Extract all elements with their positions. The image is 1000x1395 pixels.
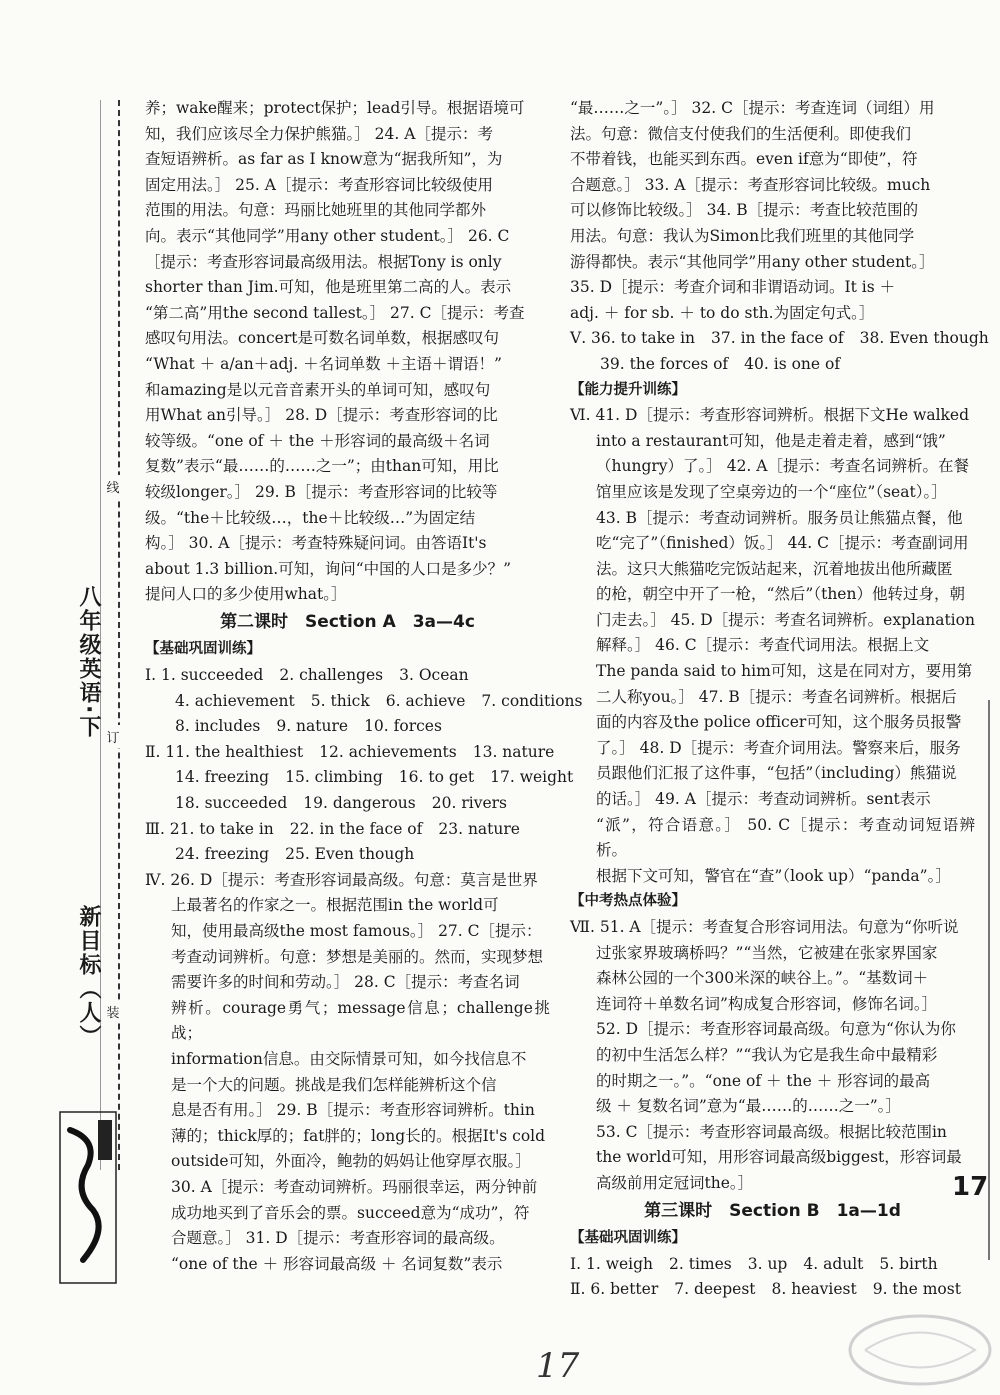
left-top-line: “What ＋ a/an＋adj. ＋名词单数 ＋主语＋谓语！” <box>145 354 502 373</box>
answer-item: 7. deepest <box>674 1280 756 1299</box>
ex5-row <box>570 326 989 352</box>
left-top-line: 固定用法。］ 25. A［提示：考查形容词比较级使用 <box>145 175 493 194</box>
ex4-line: 上最著名的作家之一。根据范围in the world可 <box>171 896 499 915</box>
ex4-line: 考查动词辨析。句意：梦想是美丽的。然而，实现梦想 <box>171 947 544 966</box>
answer-item: 25. Even though <box>285 845 415 864</box>
ex4-line: 30. A［提示：考查动词辨析。玛丽很幸运，两分钟前 <box>171 1177 538 1196</box>
answer-item: 24. freezing <box>175 845 270 864</box>
spine-mark-zhuang: 装 <box>104 1000 122 1023</box>
left-top-line: 知，我们应该尽全力保护熊猫。］ 24. A［提示：考 <box>145 124 493 143</box>
left-top-line: 提问人口的多少使用what。］ <box>145 585 347 604</box>
answer-item: 2. times <box>669 1254 732 1273</box>
ex6-line: 员跟他们汇报了这件事，“包括”（including）熊猫说 <box>596 764 957 783</box>
ex7-line: 52. D［提示：考查形容词最高级。句意为“你认为你 <box>596 1020 956 1039</box>
ex4-line: “one of the ＋ 形容词最高级 ＋ 名词复数”表示 <box>171 1254 503 1273</box>
answer-item: 17. weight <box>490 768 574 787</box>
ex6-line: 了。］ 48. D［提示：考查介词用法。警察来后，服务 <box>596 738 961 757</box>
answer-item: 5. thick <box>310 691 370 710</box>
left-top-line: “第二高”用the second tallest。］ 27. C［提示：考查 <box>145 303 525 322</box>
section-heading-lesson3: 第三课时 Section B 1a—1d <box>644 1200 901 1221</box>
right-top-line: 不带着钱，也能买到东西。even if意为“即使”，符 <box>570 150 918 169</box>
answer-item: 10. forces <box>364 717 442 736</box>
brand-logo-icon <box>58 1110 118 1285</box>
answer-item: 3. up <box>747 1254 788 1273</box>
answer-item: Ⅰ. 1. weigh <box>570 1254 653 1273</box>
ex6-line: 法。这只大熊猫吃完饭站起来，沉着地拔出他所藏匿 <box>596 559 953 578</box>
book-title: 八年级英语·下 <box>76 585 101 740</box>
ex1-row <box>145 689 583 715</box>
ex5-row <box>570 352 975 378</box>
ex4-line: 是一个大的问题。挑战是我们怎样能辨析这个信 <box>171 1075 497 1094</box>
answer-item: 23. nature <box>438 819 520 838</box>
ex4-line: 息是否有用。］ 29. B［提示：考查形容词辨析。thin <box>171 1101 535 1120</box>
answer-item: 19. dangerous <box>303 794 416 813</box>
answer-item: 14. freezing <box>175 768 270 787</box>
exercise-6-answers <box>570 403 975 889</box>
ex1-row <box>145 663 550 689</box>
answer-item: 15. climbing <box>285 768 383 787</box>
answer-item: 16. to get <box>398 768 475 787</box>
answer-item: 9. the most <box>872 1280 961 1299</box>
spine-mark-ding: 订 <box>104 725 122 748</box>
label-basic-training: 【基础巩固训练】 <box>145 641 261 658</box>
ex7-line: 过张家界玻璃桥吗？”“当然，它被建在张家界国家 <box>596 943 938 962</box>
ex3-row <box>145 817 550 843</box>
left-top-line: 感叹句用法。concert是可数名词单数，根据感叹句 <box>145 329 499 348</box>
handwritten-page-number: 17 <box>536 1346 580 1386</box>
binding-spine <box>0 0 128 1395</box>
ex1-row <box>145 714 550 740</box>
ex6-line: （hungry）了。］ 42. A［提示：考查名词辨析。在餐 <box>596 457 969 476</box>
spine-mark-xian: 线 <box>104 475 122 498</box>
left-top-line: shorter than Jim.可知，他是班里第二高的人。表示 <box>145 278 512 297</box>
ex2-row <box>145 791 550 817</box>
left-top-line: 向。表示“其他同学”用any other student。］ 26. C <box>145 226 510 245</box>
answer-item: Ⅰ. 1. succeeded <box>145 666 264 685</box>
answer-item: 2. challenges <box>279 666 384 685</box>
answer-item: 20. rivers <box>431 794 507 813</box>
left-top-line: ［提示：考查形容词最高级用法。根据Tony is only <box>145 252 502 271</box>
left-top-line: 范围的用法。句意：玛丽比她班里的其他同学都外 <box>145 201 487 220</box>
ex4-line: Ⅳ. 26. D［提示：考查形容词最高级。句意：莫言是世界 <box>145 870 538 889</box>
ex4-line: outside可知，外面冷，鲍勃的妈妈让他穿厚衣服。］ <box>171 1152 531 1171</box>
right-top-line: 合题意。］ 33. A［提示：考查形容词比较级。much <box>570 175 931 194</box>
exercise-1-answers <box>145 663 583 740</box>
ex6-line: 的话。］ 49. A［提示：考查动词辨析。sent表示 <box>596 790 931 809</box>
ex6-line: 吃“完了”（finished）饭。］ 44. C［提示：考查副词用 <box>596 534 969 553</box>
answer-item: 22. in the face of <box>289 819 423 838</box>
right-top-line: 35. D［提示：考查介词和非谓语动词。It is ＋ <box>570 278 896 297</box>
answer-item: Ⅴ. 36. to take in <box>570 329 696 348</box>
right-top-line: 法。句意：微信支付使我们的生活便利。即使我们 <box>570 124 912 143</box>
ex8-row <box>570 1277 975 1303</box>
answer-item: 18. succeeded <box>175 794 288 813</box>
page-edge <box>988 700 1000 1260</box>
ex6-line: Ⅵ. 41. D［提示：考查形容词辨析。根据下文He walked <box>570 406 970 425</box>
ex7-line: 53. C［提示：考查形容词最高级。根据比较范围in <box>596 1122 947 1141</box>
page-number: 17 <box>952 1172 989 1202</box>
ex6-line: 解释。］ 46. C［提示：考查代词用法。根据上文 <box>596 636 930 655</box>
answer-item: 12. achievements <box>319 742 457 761</box>
left-top-answers <box>145 96 550 608</box>
label-basic-training-2: 【基础巩固训练】 <box>570 1230 686 1247</box>
left-column <box>145 96 583 1277</box>
left-top-line: 级。“the＋比较级…，the＋比较级…”为固定结 <box>145 508 476 527</box>
left-top-line: 构。］ 30. A［提示：考查特殊疑问词。由答语It's <box>145 534 487 553</box>
exercise-7-answers <box>570 915 975 1197</box>
right-top-line: 用法。句意：我认为Simon比我们班里的其他同学 <box>570 226 915 245</box>
ex7-line: 连词符＋单数名词”构成复合形容词，修饰名词。］ <box>596 994 938 1013</box>
ex4-line: 需要许多的时间和劳动。］ 28. C［提示：考查名词 <box>171 973 520 992</box>
ex7-line: 的时期之一。”。“one of ＋ the ＋ 形容词的最高 <box>596 1071 931 1090</box>
label-exam-hotspot: 【中考热点体验】 <box>570 893 686 910</box>
ex6-line: 根据下文可知，警官在“查”（look up）“panda”。］ <box>596 866 951 885</box>
ex6-line: “派”，符合语意。］ 50. C［提示：考查动词短语辨析。 <box>596 815 975 860</box>
left-top-line: about 1.3 billion.可知，询问“中国的人口是多少？” <box>145 559 512 578</box>
ex2-row <box>145 740 555 766</box>
right-column <box>570 96 989 1303</box>
answer-item: 7. conditions <box>481 691 583 710</box>
ex7-line: 级 ＋ 复数名词”意为“最……的……之一”。］ <box>596 1097 901 1116</box>
ex6-line: 馆里应该是发现了空桌旁边的一个“座位”（seat）。］ <box>596 482 947 501</box>
label-ability-training: 【能力提升训练】 <box>570 381 686 398</box>
watermark-logo-icon <box>845 1310 995 1390</box>
answer-item: 8. includes <box>175 717 261 736</box>
left-top-line: 较等级。“one of ＋ the ＋形容词的最高级＋名词 <box>145 431 490 450</box>
ex7-line: 的初中生活怎么样？”“我认为它是我生命中最精彩 <box>596 1045 938 1064</box>
answer-item: 37. in the face of <box>711 329 844 348</box>
ex6-line: The panda said to him可知，这是在同对方，要用第 <box>596 662 973 681</box>
answer-item: Ⅱ. 11. the healthiest <box>145 742 304 761</box>
left-top-line: 复数”表示“最……的……之一”；由than可知，用比 <box>145 457 499 476</box>
answer-item: 4. achievement <box>175 691 295 710</box>
exercise-5-answers <box>570 326 989 377</box>
answer-item: 8. heaviest <box>771 1280 857 1299</box>
exercise-3-answers <box>145 817 550 868</box>
ex7-line: the world可知，用形容词最高级biggest，形容词最 <box>596 1148 962 1167</box>
ex7-line: 高级前用定冠词the。］ <box>596 1173 754 1192</box>
answer-item: Ⅲ. 21. to take in <box>145 819 274 838</box>
ex6-line: 面的内容及the police officer可知，这个服务员报警 <box>596 713 962 732</box>
left-top-line: 较级longer。］ 29. B［提示：考查形容词的比较等 <box>145 482 498 501</box>
answer-item: 5. birth <box>879 1254 938 1273</box>
left-top-line: 查短语辨析。as far as I know意为“据我所知”，为 <box>145 150 503 169</box>
ex7-line: 森林公园的一个300米深的峡谷上。”。“基数词＋ <box>596 969 929 988</box>
right-top-line: “最……之一”。］ 32. C［提示：考查连词（词组）用 <box>570 99 935 117</box>
exercise-8-answers <box>570 1252 975 1303</box>
ex2-row <box>145 765 574 791</box>
answer-item: 38. Even though <box>859 329 989 348</box>
ex6-line: 43. B［提示：考查动词辨析。服务员让熊猫点餐，他 <box>596 508 963 527</box>
ex4-line: 薄的；thick厚的；fat胖的；long长的。根据It's cold <box>171 1126 546 1145</box>
right-top-answers <box>570 96 975 326</box>
exercise-4-answers <box>145 868 550 1278</box>
left-top-line: 和amazing是以元音音素开头的单词可知，感叹句 <box>145 380 491 399</box>
ex7-line: Ⅶ. 51. A［提示：考查复合形容词用法。句意为“你听说 <box>570 918 959 936</box>
answer-item: 3. Ocean <box>399 666 469 685</box>
left-top-line: 养；wake醒来；protect保护；lead引导。根据语境可 <box>145 99 525 117</box>
ex6-line: 的枪，朝空中开了一枪，“然后”（then）他转过身，朝 <box>596 585 965 604</box>
ex6-line: into a restaurant可知，他是走着走着，感到“饿” <box>596 431 946 450</box>
ex4-line: 成功地买到了音乐会的票。succeed意为“成功”，符 <box>171 1203 530 1222</box>
answer-item: Ⅱ. 6. better <box>570 1280 659 1299</box>
right-top-line: 游得都快。表示“其他同学”用any other student。］ <box>570 252 935 271</box>
exercise-2-answers <box>145 740 574 817</box>
answer-item: 6. achieve <box>385 691 466 710</box>
answer-item: 39. the forces of <box>600 354 729 373</box>
answer-item: 13. nature <box>472 742 555 761</box>
right-top-line: adj. ＋ for sb. ＋ to do sth.为固定句式。］ <box>570 303 875 322</box>
book-edition: 新目标（人） <box>76 905 101 1049</box>
ex6-line: 门走去。］ 45. D［提示：考查名词辨析。explanation <box>596 610 975 629</box>
ex4-line: 知，使用最高级the most famous。］ 27. C［提示： <box>171 922 542 940</box>
section-heading-lesson2: 第二课时 Section A 3a—4c <box>220 611 475 632</box>
answer-item: 4. adult <box>803 1254 864 1273</box>
answer-item: 9. nature <box>276 717 349 736</box>
left-top-line: 用What an引导。］ 28. D［提示：考查形容词的比 <box>145 406 498 425</box>
ex4-line: 辨析。courage勇气；message信息；challenge挑战； <box>171 998 550 1043</box>
ex6-line: 二人称you。］ 47. B［提示：考查名词辨析。根据后 <box>596 687 957 706</box>
ex4-line: information信息。由交际情景可知，如今找信息不 <box>171 1049 527 1068</box>
answer-item: 40. is one of <box>744 354 841 373</box>
ex4-line: 合题意。］ 31. D［提示：考查形容词的最高级。 <box>171 1229 505 1248</box>
ex8-row <box>570 1252 975 1278</box>
ex3-row <box>145 842 550 868</box>
right-top-line: 可以修饰比较级。］ 34. B［提示：考查比较范围的 <box>570 201 919 220</box>
